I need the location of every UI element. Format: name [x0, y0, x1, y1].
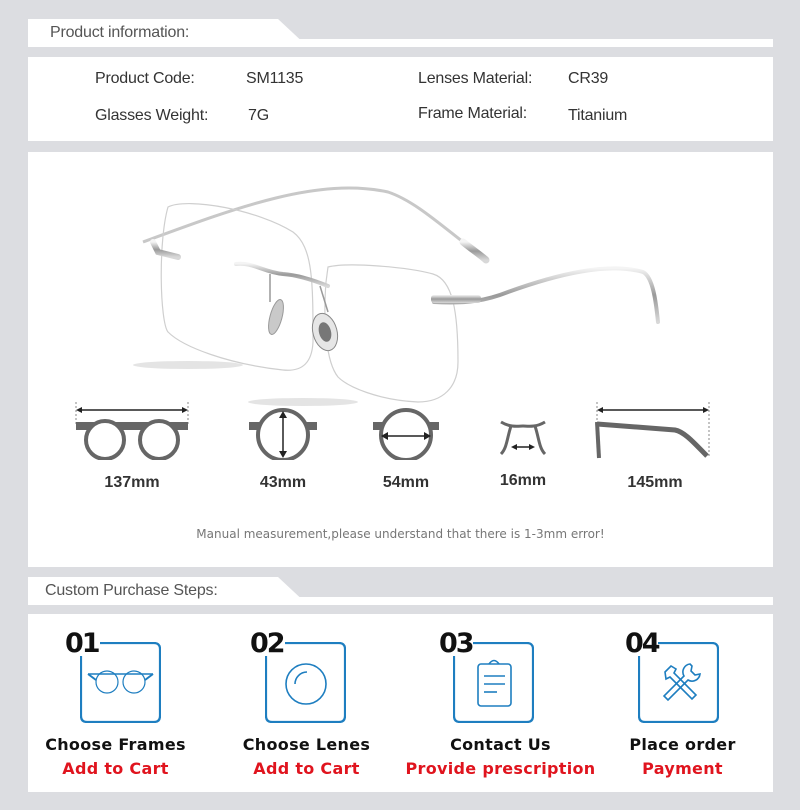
purchase-steps-header	[28, 577, 773, 605]
step-number: 02	[250, 628, 284, 659]
frame-width-value: 137mm	[104, 474, 160, 491]
bridge-width-icon	[463, 398, 583, 458]
step-2	[214, 614, 399, 792]
clipboard-icon	[478, 661, 511, 707]
step-add-to-cart-link[interactable]: Add to Cart	[62, 759, 169, 778]
temple-length-icon	[585, 400, 725, 460]
measure-lens-width	[341, 400, 471, 492]
frame-material-value: Titanium	[568, 107, 628, 124]
measure-temple-length	[585, 400, 725, 492]
product-info-title: Product information:	[50, 24, 190, 41]
bridge-width-value: 16mm	[499, 472, 547, 489]
glasses-weight-label: Glasses Weight:	[95, 107, 209, 124]
step-title: Place order	[629, 735, 736, 754]
measure-lens-height	[218, 400, 348, 492]
step-add-to-cart-link[interactable]: Add to Cart	[253, 759, 360, 778]
glasses-product-image	[88, 162, 728, 412]
step-title: Choose Frames	[45, 735, 186, 754]
step-3	[405, 614, 596, 792]
glasses-weight-value: 7G	[248, 107, 269, 124]
step-number: 03	[439, 628, 473, 659]
lenses-material-label: Lenses Material:	[418, 70, 533, 87]
lens-width-icon	[346, 400, 466, 460]
step-title: Choose Lenes	[242, 735, 371, 754]
temple-length-value: 145mm	[627, 474, 683, 491]
lens-width-value: 54mm	[382, 474, 430, 491]
purchase-steps-title: Custom Purchase Steps:	[45, 582, 218, 599]
glasses-icon	[88, 671, 153, 693]
product-image-box	[28, 152, 773, 567]
lens-icon	[286, 664, 326, 704]
product-info-header	[28, 19, 773, 47]
tools-icon	[664, 664, 700, 700]
product-code-label: Product Code:	[95, 70, 195, 87]
step-1	[23, 614, 208, 792]
frame-material-label: Frame Material:	[418, 105, 528, 122]
step-title: Contact Us	[450, 735, 551, 754]
frame-width-icon	[72, 400, 192, 460]
step-number: 04	[625, 628, 659, 659]
measure-bridge-width	[458, 398, 588, 490]
lens-height-icon	[223, 400, 343, 460]
purchase-steps-box	[28, 614, 773, 792]
step-provide-prescription-link[interactable]: Provide prescription	[405, 759, 596, 778]
lenses-material-value: CR39	[568, 70, 609, 87]
step-number: 01	[65, 628, 99, 659]
product-code-value: SM1135	[246, 70, 304, 87]
measure-frame-width	[67, 400, 197, 492]
lens-height-value: 43mm	[259, 474, 307, 491]
product-info-box	[28, 57, 773, 141]
step-payment-link[interactable]: Payment	[642, 759, 723, 778]
step-4	[590, 614, 775, 792]
measurement-note: Manual measurement,please understand that there is 1-3mm error!	[196, 527, 605, 541]
